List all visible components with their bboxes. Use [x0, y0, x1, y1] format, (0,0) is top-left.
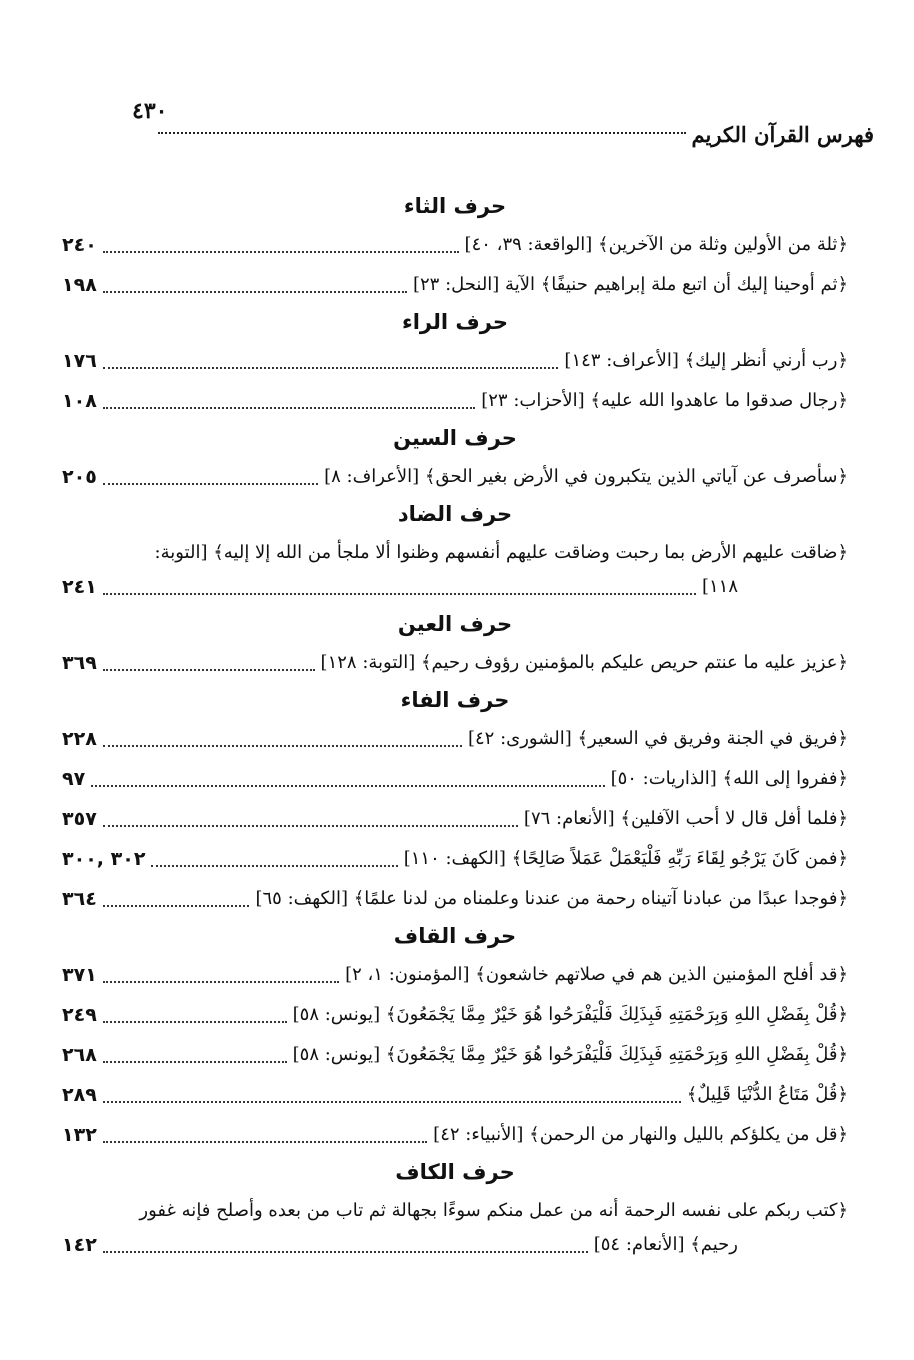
section-heading: حرف السين [393, 426, 517, 450]
index-entry [62, 998, 848, 1032]
index-entry [62, 842, 848, 876]
entry-page-number: ٢٨٩ [62, 1084, 97, 1106]
index-entry [62, 646, 848, 680]
leader-dots [103, 1021, 287, 1023]
leader-dots [103, 745, 462, 747]
index-entry [62, 802, 848, 836]
leader-dots [103, 251, 459, 253]
entry-line [62, 998, 848, 1032]
entry-line [62, 228, 848, 262]
entry-line [62, 646, 848, 680]
entry-line [62, 762, 848, 796]
entry-page-number: ٢٤٩ [62, 1004, 97, 1026]
entry-page-number: ٢٦٨ [62, 1044, 97, 1066]
entry-line [62, 1038, 848, 1072]
entry-line [62, 384, 848, 418]
header-leader-dots [158, 132, 686, 134]
entry-line [62, 722, 848, 756]
entry-line [62, 1118, 848, 1152]
index-entry [62, 1038, 848, 1072]
entry-page-number: ١٧٦ [62, 350, 97, 372]
index-entry [62, 762, 848, 796]
entry-line [62, 802, 848, 836]
leader-dots [103, 1101, 681, 1103]
running-title: فهرس القرآن الكريم [691, 122, 874, 147]
entry-page-number: ١٣٢ [62, 1124, 97, 1146]
entry-text: ١١٨] [701, 576, 738, 597]
index-entry [62, 344, 848, 378]
entry-page-number: ٩٧ [62, 768, 86, 790]
entry-line [62, 842, 848, 876]
entry-line [62, 882, 848, 916]
index-entry [62, 460, 848, 494]
entry-page-number: ١٠٨ [62, 390, 97, 412]
leader-dots [103, 825, 518, 827]
entry-text: ﴿ثم أوحينا إليك أن اتبع ملة إبراهيم حنيفًا﴾ الآية [النحل: ٢٣] [412, 274, 848, 295]
section-heading: حرف الثاء [403, 194, 507, 218]
entry-text-first-line: ﴿ضاقت عليهم الأرض بما رحبت وضاقت عليهم أنفسهم وظنوا ألا ملجأ من الله إلا إليه﴾ [التوبة: [154, 542, 848, 563]
entry-line [62, 460, 848, 494]
index-entry [62, 384, 848, 418]
leader-dots [103, 981, 339, 983]
entry-page-number: ٣٥٧ [62, 808, 97, 830]
leader-dots [103, 291, 407, 293]
entry-page-number: ٢٤٠ [62, 234, 97, 256]
section-heading: حرف الفاء [400, 688, 510, 712]
entry-text: رحيم﴾ [الأنعام: ٥٤] [593, 1234, 738, 1255]
leader-dots [103, 1251, 588, 1253]
leader-dots [103, 483, 318, 485]
index-entry [62, 228, 848, 262]
page-number: ٤٣٠ [132, 98, 168, 124]
entry-line [62, 268, 848, 302]
entry-line [62, 344, 848, 378]
entry-text: ﴿فوجدا عبدًا من عبادنا آتيناه رحمة من عندنا وعلمناه من لدنا علمًا﴾ [الكهف: ٦٥] [255, 888, 848, 909]
leader-dots [151, 865, 397, 867]
entry-page-number: ٢٠٥ [62, 466, 97, 488]
entry-line [62, 570, 848, 604]
leader-dots [103, 407, 475, 409]
section-heading: حرف القاف [393, 924, 517, 948]
leader-dots [103, 1061, 287, 1063]
entry-page-number: ٣٦٤ [62, 888, 97, 910]
index-entry [62, 958, 848, 992]
index-entry [62, 536, 848, 604]
entry-text: ﴿قُلْ بِفَضْلِ اللهِ وَبِرَحْمَتِهِ فَبِذَلِكَ فَلْيَفْرَحُوا هُوَ خَيْرٌ مِمَّا يَجْمَعُونَ﴾ [يونس: ٥٨] [292, 1044, 848, 1065]
entry-text: ﴿رجال صدقوا ما عاهدوا الله عليه﴾ [الأحزاب: ٢٣] [481, 390, 848, 411]
leader-dots [103, 1141, 427, 1143]
section-heading: حرف الضاد [397, 502, 513, 526]
index-entry [62, 1118, 848, 1152]
entry-page-number: ٣٠٢ ,٣٠٠ [62, 848, 146, 870]
entry-line [62, 958, 848, 992]
entry-line [62, 1228, 848, 1262]
entry-text: ﴿قُلْ بِفَضْلِ اللهِ وَبِرَحْمَتِهِ فَبِذَلِكَ فَلْيَفْرَحُوا هُوَ خَيْرٌ مِمَّا يَجْمَعُونَ﴾ [يونس: ٥٨] [292, 1004, 848, 1025]
entry-page-number: ٢٤١ [62, 576, 97, 598]
page-header [40, 94, 874, 154]
entry-page-number: ٣٧١ [62, 964, 97, 986]
entry-page-number: ٢٢٨ [62, 728, 97, 750]
section-heading: حرف الكاف [395, 1160, 515, 1184]
index-entry [62, 882, 848, 916]
leader-dots [103, 905, 250, 907]
entry-text: ﴿قُلْ مَتَاعُ الدُّنْيَا قَلِيلٌ﴾ [686, 1084, 848, 1105]
index-entry [62, 722, 848, 756]
entry-text: ﴿قل من يكلؤكم بالليل والنهار من الرحمن﴾ [الأنبياء: ٤٢] [433, 1124, 848, 1145]
entry-page-number: ٣٦٩ [62, 652, 97, 674]
entry-text: ﴿قد أفلح المؤمنين الذين هم في صلاتهم خاشعون﴾ [المؤمنون: ١، ٢] [345, 964, 848, 985]
leader-dots [103, 367, 559, 369]
entry-text: ﴿فمن كَانَ يَرْجُو لِقَاءَ رَبِّهِ فَلْيَعْمَلْ عَمَلاً صَالِحًا﴾ [الكهف: ١١٠] [403, 848, 848, 869]
entry-text: ﴿فلما أفل قال لا أحب الآفلين﴾ [الأنعام: ٧٦] [523, 808, 848, 829]
index-entry [62, 1194, 848, 1262]
leader-dots [103, 593, 696, 595]
leader-dots [91, 785, 604, 787]
entry-page-number: ١٩٨ [62, 274, 97, 296]
leader-dots [103, 669, 315, 671]
entry-text: ﴿فريق في الجنة وفريق في السعير﴾ [الشورى: ٤٢] [467, 728, 848, 749]
entry-text: ﴿ثلة من الأولين وثلة من الآخرين﴾ [الواقعة: ٣٩، ٤٠] [464, 234, 848, 255]
entry-text-first-line: ﴿كتب ربكم على نفسه الرحمة أنه من عمل منكم سوءًا بجهالة ثم تاب من بعده وأصلح فإنه غفور [139, 1200, 848, 1221]
entry-text: ﴿ففروا إلى الله﴾ [الذاريات: ٥٠] [610, 768, 848, 789]
entry-text: ﴿عزيز عليه ما عنتم حريص عليكم بالمؤمنين رؤوف رحيم﴾ [التوبة: ١٢٨] [320, 652, 848, 673]
quran-index [62, 186, 848, 1268]
index-entry [62, 268, 848, 302]
section-heading: حرف العين [397, 612, 513, 636]
entry-text: ﴿سأصرف عن آياتي الذين يتكبرون في الأرض بغير الحق﴾ [الأعراف: ٨] [324, 466, 848, 487]
section-heading: حرف الراء [402, 310, 508, 334]
index-entry [62, 1078, 848, 1112]
entry-page-number: ١٤٢ [62, 1234, 97, 1256]
entry-text: ﴿رب أرني أنظر إليك﴾ [الأعراف: ١٤٣] [564, 350, 848, 371]
entry-line [62, 1078, 848, 1112]
